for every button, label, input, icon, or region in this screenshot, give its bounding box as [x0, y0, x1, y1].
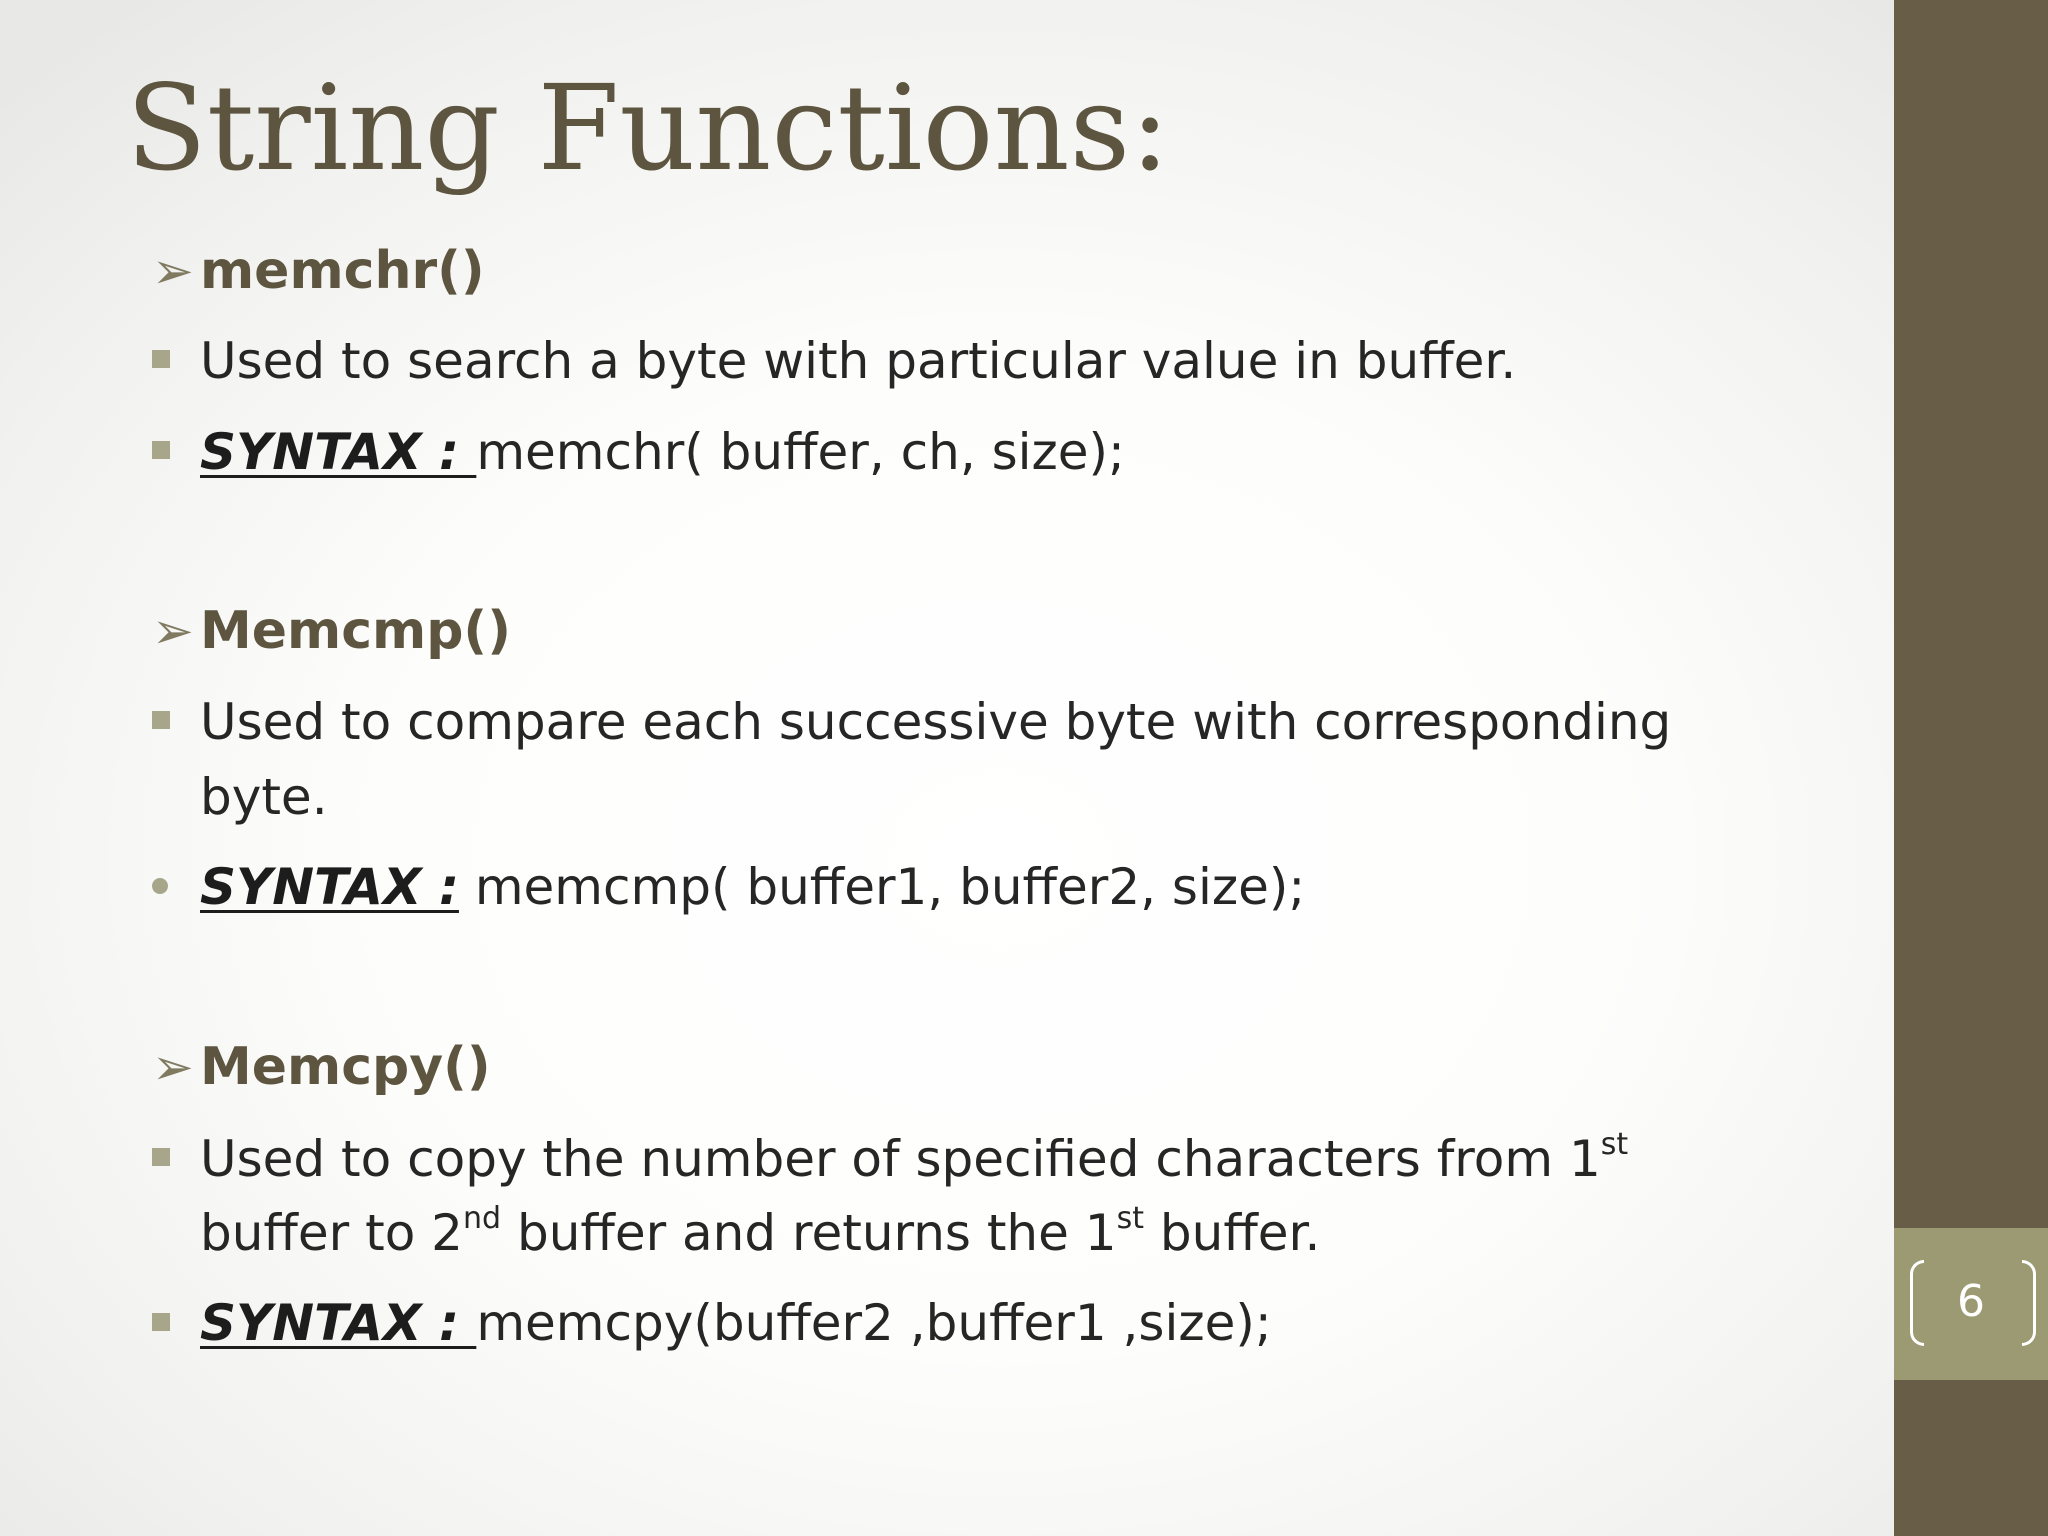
square-bullet-icon [152, 711, 170, 729]
syntax-label: SYNTAX : [200, 1294, 477, 1352]
memcpy-syntax-line [200, 1294, 1272, 1352]
square-bullet-icon [152, 441, 170, 459]
square-bullet-icon [152, 1148, 170, 1166]
syntax-label: SYNTAX : [200, 423, 477, 481]
ordinal-suffix: nd [463, 1201, 502, 1236]
arrow-bullet-icon: ➢ [152, 602, 194, 660]
memcpy-desc-text: Used to copy the number of specified characters from 1 [200, 1130, 1601, 1188]
arrow-bullet-icon: ➢ [152, 242, 194, 300]
ordinal-suffix: st [1116, 1201, 1144, 1236]
memcmp-syntax-line [200, 858, 1305, 916]
syntax-label: SYNTAX : [200, 858, 459, 916]
memcpy-description-line1 [200, 1127, 1629, 1188]
memcmp-syntax: memcmp( buffer1, buffer2, size); [458, 858, 1306, 916]
memchr-description: Used to search a byte with particular value in buffer. [200, 332, 1517, 390]
memcpy-description-line2 [200, 1201, 1321, 1262]
memcpy-desc-text: buffer and returns the 1 [501, 1204, 1117, 1262]
round-bullet-icon [152, 878, 168, 894]
memcmp-description-line2: byte. [200, 768, 328, 826]
right-bracket-icon [2022, 1260, 2036, 1346]
memchr-syntax-line [200, 423, 1125, 481]
page-number-box [1894, 1228, 2048, 1380]
arrow-bullet-icon: ➢ [152, 1038, 194, 1096]
memcpy-heading: Memcpy() [200, 1037, 491, 1097]
memcpy-desc-text: buffer to 2 [200, 1204, 463, 1262]
memcmp-heading: Memcmp() [200, 601, 511, 661]
memchr-heading: memchr() [200, 241, 485, 301]
memcpy-desc-text: buffer. [1144, 1204, 1321, 1262]
square-bullet-icon [152, 1313, 170, 1331]
slide-title: String Functions: [126, 59, 1170, 197]
memchr-syntax: memchr( buffer, ch, size); [476, 423, 1125, 481]
memcmp-description-line1: Used to compare each successive byte with corresponding [200, 693, 1672, 751]
ordinal-suffix: st [1600, 1127, 1629, 1162]
square-bullet-icon [152, 350, 170, 368]
page-number: 6 [1957, 1276, 1985, 1327]
memcpy-syntax: memcpy(buffer2 ,buffer1 ,size); [476, 1294, 1272, 1352]
